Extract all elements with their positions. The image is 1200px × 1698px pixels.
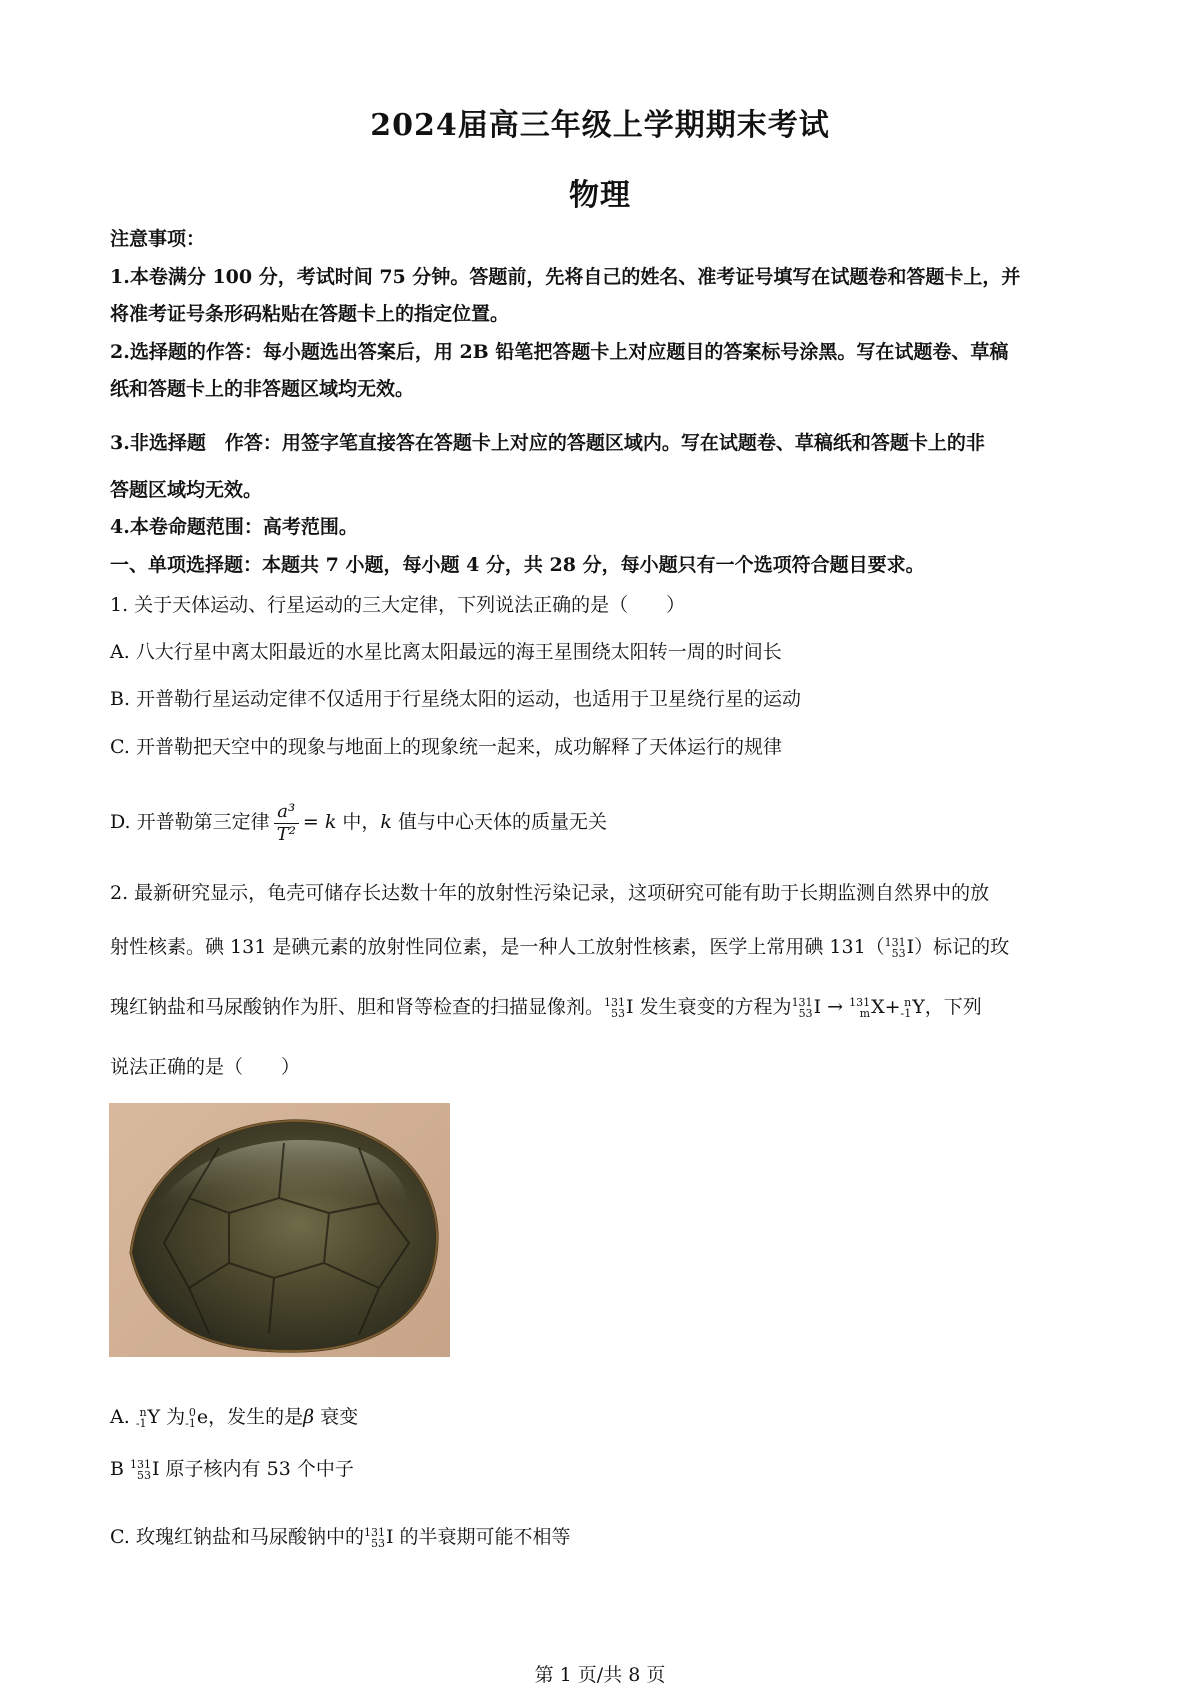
- atomic-number: m: [859, 1007, 871, 1020]
- atomic-number: 53: [891, 947, 906, 960]
- mass-number: 131: [791, 996, 813, 1009]
- y-nuclide-notation: [901, 997, 912, 1019]
- q2-option-a-c: e，发生的是: [196, 1406, 304, 1428]
- q2-line-3-c: I →: [813, 996, 850, 1018]
- mass-number: 131: [130, 1458, 152, 1471]
- mass-number: n: [904, 996, 912, 1009]
- q1-stem: 1. 关于天体运动、行星运动的三大定律，下列说法正确的是（ ）: [110, 594, 686, 616]
- atomic-number: 53: [370, 1537, 385, 1550]
- notice-item-3-line-1: 3.非选择题 作答：用签字笔直接答在答题卡上对应的答题区域内。写在试题卷、草稿纸和答题卡上的非: [110, 432, 985, 454]
- turtle-shell-illustration: [109, 1103, 450, 1357]
- q1-option-d: [110, 792, 1100, 852]
- q1-option-a: A. 八大行星中离太阳最近的水星比离太阳最远的海王星围绕太阳转一周的时间长: [110, 641, 782, 663]
- exam-title: 2024届高三年级上学期期末考试: [370, 108, 830, 143]
- y-nuclide-notation: [136, 1407, 147, 1429]
- iodine-nuclide-notation: [604, 997, 625, 1019]
- q2-line-3-e: Y，下列: [912, 996, 982, 1018]
- exam-subject: 物理: [569, 178, 631, 213]
- q1-option-c: C. 开普勒把天空中的现象与地面上的现象统一起来，成功解释了天体运行的规律: [110, 736, 782, 758]
- q2-line-2-b: ）标记的玫: [914, 936, 1010, 958]
- atomic-number: 53: [611, 1007, 626, 1020]
- q2-line-3: [110, 990, 1100, 1024]
- mass-number: 131: [604, 996, 626, 1009]
- q2-option-b: [110, 1452, 1100, 1486]
- iodine-nuclide-notation: [364, 1527, 385, 1549]
- q2-line-3-a: 瑰红钠盐和马尿酸钠作为肝、胆和肾等检查的扫描显像剂。: [110, 996, 605, 1018]
- iodine-nuclide-notation: [130, 1459, 151, 1481]
- electron-notation: [185, 1407, 196, 1429]
- turtle-shell-photo: [109, 1103, 450, 1357]
- fraction-numerator: a³: [274, 801, 299, 824]
- section-heading: 一、单项选择题：本题共 7 小题，每小题 4 分，共 28 分，每小题只有一个选项符合题目要求。: [110, 554, 925, 576]
- q2-option-a-d: 衰变: [314, 1406, 359, 1428]
- atomic-number: 53: [137, 1469, 152, 1482]
- x-nuclide-notation: [849, 997, 870, 1019]
- q1-option-b: B. 开普勒行星运动定律不仅适用于行星绕太阳的运动，也适用于卫星绕行星的运动: [110, 688, 802, 710]
- notice-item-2-line-2: 纸和答题卡上的非答题区域均无效。: [110, 378, 415, 400]
- mass-number: 131: [884, 936, 906, 949]
- kepler-equals-k: = k: [302, 811, 337, 833]
- q2-option-a-label: A.: [110, 1406, 136, 1428]
- k-symbol: k: [380, 811, 392, 833]
- q2-line-4: 说法正确的是（ ）: [110, 1056, 301, 1078]
- q2-line-3-b: I 发生衰变的方程为: [626, 996, 792, 1018]
- notice-item-3-line-2: 答题区域均无效。: [110, 479, 263, 501]
- q1-option-d-prefix: D. 开普勒第三定律: [110, 811, 270, 833]
- iodine-nuclide-notation: [792, 997, 813, 1019]
- atomic-number: -1: [135, 1417, 147, 1430]
- mass-number: n: [139, 1406, 147, 1419]
- iodine-nuclide-notation: [885, 937, 906, 959]
- notice-item-1-line-2: 将准考证号条形码粘贴在答题卡上的指定位置。: [110, 303, 510, 325]
- atomic-number: 53: [798, 1007, 813, 1020]
- notice-item-1-line-1: 1.本卷满分 100 分，考试时间 75 分钟。答题前，先将自己的姓名、准考证号填写在试题卷和答题卡上，并: [110, 266, 1021, 288]
- q2-line-2: [110, 930, 1100, 964]
- kepler-fraction: [274, 801, 299, 846]
- page-footer: 第 1 页/共 8 页: [534, 1664, 666, 1686]
- mass-number: 131: [363, 1526, 385, 1539]
- beta-symbol: β: [303, 1406, 315, 1428]
- q2-option-c-b: I 的半衰期可能不相等: [385, 1526, 571, 1548]
- q2-option-a: [110, 1400, 1100, 1434]
- q2-option-a-b: Y 为: [147, 1406, 186, 1428]
- mass-number: 0: [188, 1406, 196, 1419]
- notice-heading: 注意事项：: [110, 228, 206, 250]
- q2-option-b-label: B: [110, 1458, 131, 1480]
- q2-line-2-a: 射性核素。碘 131 是碘元素的放射性同位素，是一种人工放射性核素，医学上常用碘 131（: [110, 936, 885, 958]
- q2-line-3-d: X+: [871, 996, 901, 1018]
- q2-option-b-text: I 原子核内有 53 个中子: [152, 1458, 354, 1480]
- q2-option-c-a: C. 玫瑰红钠盐和马尿酸钠中的: [110, 1526, 364, 1548]
- charge-number: -1: [185, 1417, 196, 1430]
- q2-option-c: [110, 1520, 1100, 1554]
- q1-option-d-suffix: 值与中心天体的质量无关: [391, 811, 607, 833]
- mass-number: 131: [849, 996, 871, 1009]
- iodine-symbol: I: [906, 936, 915, 958]
- notice-item-2-line-1: 2.选择题的作答：每小题选出答案后，用 2B 铅笔把答题卡上对应题目的答案标号涂黑。写在试题卷、草稿: [110, 341, 1009, 363]
- atomic-number: -1: [900, 1007, 912, 1020]
- fraction-denominator: T²: [276, 823, 296, 845]
- q2-line-1: 2. 最新研究显示，龟壳可储存长达数十年的放射性污染记录，这项研究可能有助于长期监测自然界中的放: [110, 882, 990, 904]
- notice-item-4: 4.本卷命题范围：高考范围。: [110, 516, 358, 538]
- q1-option-d-mid: 中，: [336, 811, 381, 833]
